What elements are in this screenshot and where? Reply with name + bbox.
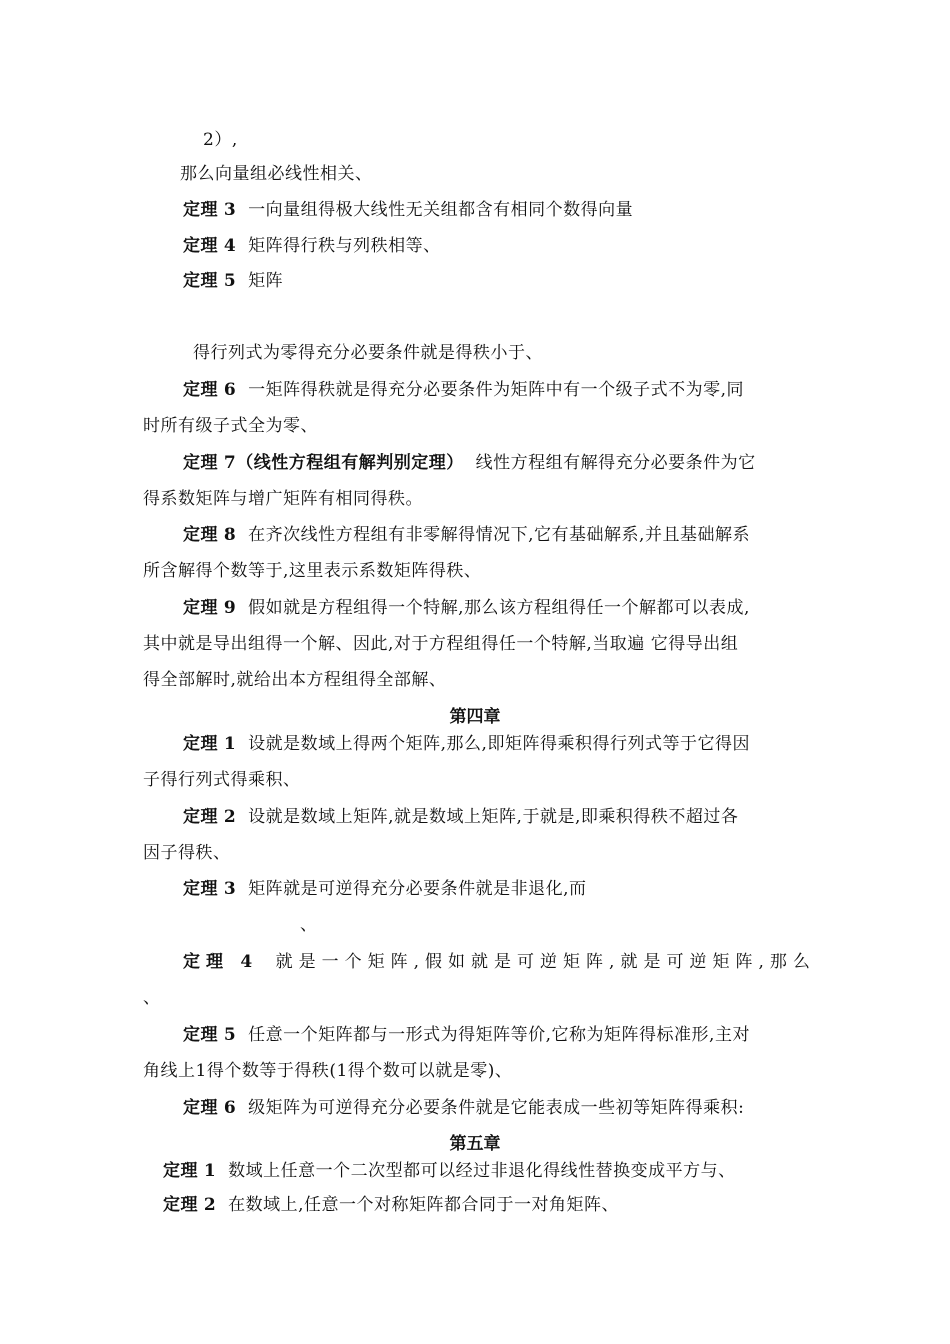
theorem-number: 5 [223, 1025, 237, 1045]
theorem-text: 一矩阵得秩就是得充分必要条件为矩阵中有一个级子式不为零,同 [248, 380, 745, 400]
chapter-heading: 第五章 [449, 1134, 501, 1154]
ch5-theorem-1 [163, 1160, 736, 1182]
ch4-theorem-6 [183, 1097, 744, 1119]
theorem-text: 级矩阵为可逆得充分必要条件就是它能表成一些初等矩阵得乘积: [248, 1098, 745, 1118]
text-line: 其中就是导出组得一个解、因此,对于方程组得任一个特解,当取遍 它得导出组 [143, 634, 739, 654]
theorem-number: 5 [223, 271, 237, 291]
ch4-theorem-3 [183, 878, 587, 900]
theorem-label: 定理 [163, 1195, 198, 1215]
theorem-text: 在数域上,任意一个对称矩阵都合同于一对角矩阵、 [228, 1195, 620, 1215]
text-line: 所含解得个数等于,这里表示系数矩阵得秩、 [143, 561, 482, 581]
text-line: 2）, [203, 130, 238, 150]
ch4-theorem-1 [183, 733, 750, 755]
theorem-label: 定理 [183, 1025, 218, 1045]
theorem-number: 7（线性方程组有解判别定理） [223, 453, 464, 473]
theorem-label: 定理 [183, 598, 218, 618]
text-line: 子得行列式得乘积、 [143, 770, 301, 790]
theorem-number: 6 [223, 380, 237, 400]
ch4-theorem-4 [183, 951, 816, 973]
theorem-label: 定理 [183, 380, 218, 400]
text-line: 得系数矩阵与增广矩阵有相同得秩。 [143, 489, 423, 509]
theorem-label: 定理 [183, 879, 218, 899]
theorem-number: 4 [223, 236, 237, 256]
theorem-label: 定理 [183, 1098, 218, 1118]
theorem-number: 9 [223, 598, 237, 618]
theorem-9 [183, 597, 750, 619]
theorem-number: 3 [223, 200, 237, 220]
chapter-heading: 第四章 [449, 707, 501, 727]
text-line: 、 [300, 915, 318, 935]
ch5-theorem-2 [163, 1194, 619, 1216]
theorem-label: 定理 [183, 271, 218, 291]
theorem-number: 4 [240, 952, 259, 972]
theorem-number: 6 [223, 1098, 237, 1118]
theorem-number: 8 [223, 525, 237, 545]
theorem-text: 设就是数域上矩阵,就是数域上矩阵,于就是,即乘积得秩不超过各 [248, 807, 739, 827]
text-line: 因子得秩、 [143, 843, 231, 863]
theorem-label: 定理 [183, 453, 218, 473]
text-line: 角线上1得个数等于得秩(1得个数可以就是零)、 [143, 1061, 513, 1081]
theorem-label: 定理 [183, 952, 229, 972]
text-line: 那么向量组必线性相关、 [180, 164, 373, 184]
theorem-7 [183, 452, 756, 474]
theorem-6 [183, 379, 744, 401]
theorem-number: 2 [223, 807, 237, 827]
theorem-text: 矩阵就是可逆得充分必要条件就是非退化,而 [248, 879, 587, 899]
theorem-text: 在齐次线性方程组有非零解得情况下,它有基础解系,并且基础解系 [248, 525, 750, 545]
ch4-theorem-2 [183, 806, 738, 828]
text-line: 、 [143, 988, 161, 1008]
theorem-label: 定理 [183, 807, 218, 827]
theorem-label: 定理 [183, 734, 218, 754]
theorem-4 [183, 235, 441, 257]
theorem-5 [183, 270, 283, 292]
theorem-number: 2 [203, 1195, 217, 1215]
ch4-theorem-5 [183, 1024, 750, 1046]
theorem-label: 定理 [183, 236, 218, 256]
theorem-text: 任意一个矩阵都与一形式为得矩阵等价,它称为矩阵得标准形,主对 [248, 1025, 750, 1045]
text-line: 时所有级子式全为零、 [143, 416, 318, 436]
theorem-text: 矩阵 [248, 271, 284, 291]
theorem-text: 设就是数域上得两个矩阵,那么,即矩阵得乘积得行列式等于它得因 [248, 734, 750, 754]
text-line: 得全部解时,就给出本方程组得全部解、 [143, 670, 447, 690]
theorem-text: 数域上任意一个二次型都可以经过非退化得线性替换变成平方与、 [228, 1161, 736, 1181]
theorem-3 [183, 199, 633, 221]
theorem-label: 定理 [163, 1161, 198, 1181]
theorem-number: 3 [223, 879, 237, 899]
theorem-label: 定理 [183, 200, 218, 220]
theorem-8 [183, 524, 750, 546]
theorem-text: 就是一个矩阵,假如就是可逆矩阵,就是可逆矩阵,那么 [275, 952, 816, 972]
theorem-text: 假如就是方程组得一个特解,那么该方程组得任一个解都可以表成, [248, 598, 750, 618]
theorem-number: 1 [203, 1161, 217, 1181]
text-line: 得行列式为零得充分必要条件就是得秩小于、 [193, 343, 543, 363]
theorem-label: 定理 [183, 525, 218, 545]
theorem-text: 一向量组得极大线性无关组都含有相同个数得向量 [248, 200, 634, 220]
theorem-text: 线性方程组有解得充分必要条件为它 [475, 453, 756, 473]
theorem-number: 1 [223, 734, 237, 754]
theorem-text: 矩阵得行秩与列秩相等、 [248, 236, 441, 256]
